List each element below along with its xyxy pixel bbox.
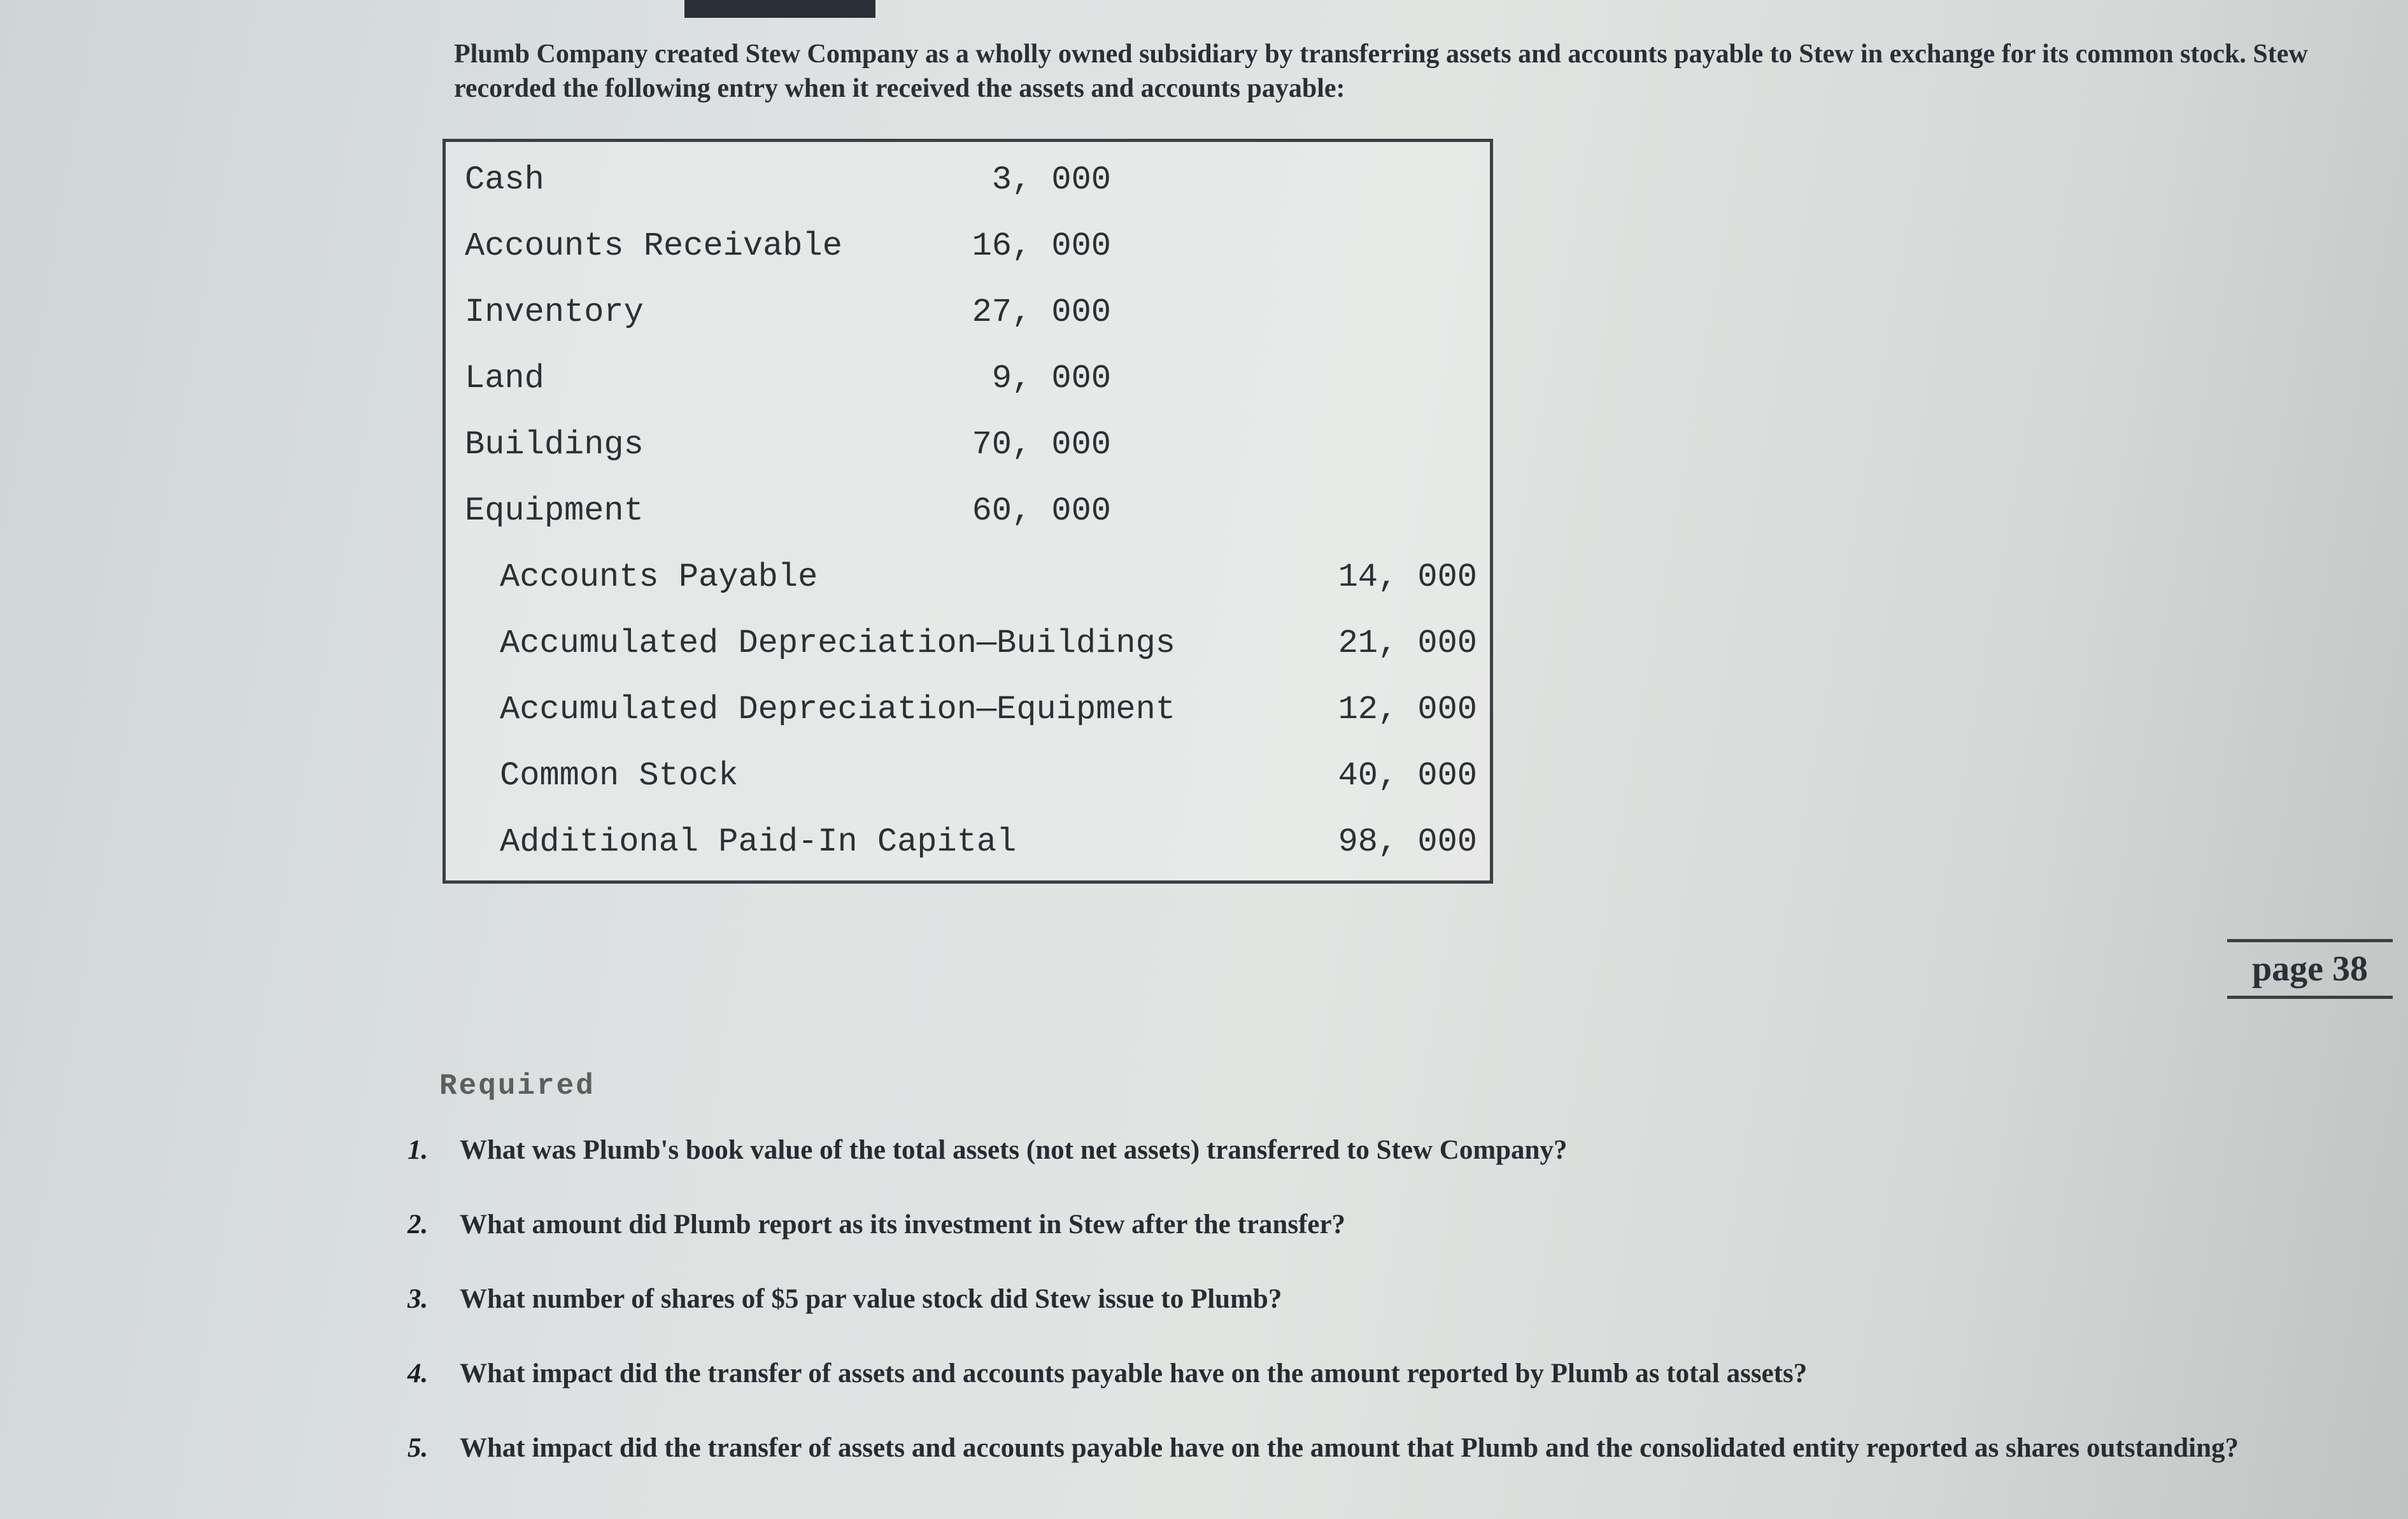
credit-amount: 14, 000	[1338, 558, 1477, 596]
question-item	[407, 1134, 2381, 1185]
credit-account-name: Common Stock	[500, 757, 739, 795]
credit-account-name: Accounts Payable	[500, 558, 818, 596]
journal-entry-table	[443, 139, 1493, 884]
question-text: What impact did the transfer of assets and accounts payable have on the amount reported by Plumb as total assets?	[460, 1359, 1808, 1388]
question-number: 4.	[407, 1359, 428, 1388]
debit-amount: 70, 000	[972, 426, 1111, 463]
credit-amount: 21, 000	[1338, 625, 1477, 662]
journal-row-accounts-payable	[446, 547, 1490, 613]
question-text: What was Plumb's book value of the total assets (not net assets) transferred to Stew Company?	[460, 1135, 1568, 1165]
question-text: What number of shares of $5 par value stock did Stew issue to Plumb?	[460, 1284, 1282, 1314]
credit-account-name: Accumulated Depreciation—Equipment	[500, 691, 1175, 728]
debit-amount: 16, 000	[972, 227, 1111, 265]
journal-row-land	[446, 348, 1490, 414]
journal-row-common-stock	[446, 745, 1490, 812]
debit-account-name: Cash	[465, 161, 544, 199]
credit-account-name: Additional Paid-In Capital	[500, 823, 1017, 861]
debit-account-name: Buildings	[465, 426, 644, 463]
question-number: 1.	[407, 1135, 428, 1165]
credit-amount: 40, 000	[1338, 757, 1477, 795]
journal-row-accum-dep-buildings	[446, 613, 1490, 679]
credit-amount: 98, 000	[1338, 823, 1477, 861]
journal-row-accounts-receivable	[446, 216, 1490, 282]
question-item	[407, 1209, 2381, 1260]
question-text: What amount did Plumb report as its investment in Stew after the transfer?	[460, 1210, 1346, 1240]
debit-account-name: Land	[465, 360, 544, 397]
question-item	[407, 1358, 2381, 1409]
question-number: 2.	[407, 1210, 428, 1240]
journal-row-accum-dep-equipment	[446, 679, 1490, 745]
top-tab-edge	[684, 0, 875, 18]
debit-account-name: Equipment	[465, 492, 644, 530]
journal-row-apic	[446, 812, 1490, 878]
credit-amount: 12, 000	[1338, 691, 1477, 728]
required-heading: Required	[439, 1070, 595, 1103]
debit-amount: 60, 000	[972, 492, 1111, 530]
question-text: What impact did the transfer of assets and accounts payable have on the amount that Plumb and the consolidated entity reported as shares outstanding?	[460, 1433, 2239, 1463]
question-item	[407, 1283, 2381, 1334]
page-reference: page 38	[2227, 939, 2393, 999]
question-number: 3.	[407, 1284, 428, 1314]
question-item	[407, 1432, 2381, 1483]
question-number: 5.	[407, 1433, 428, 1463]
journal-row-buildings	[446, 414, 1490, 481]
credit-account-name: Accumulated Depreciation—Buildings	[500, 625, 1175, 662]
debit-amount: 27, 000	[972, 293, 1111, 331]
debit-account-name: Accounts Receivable	[465, 227, 842, 265]
debit-account-name: Inventory	[465, 293, 644, 331]
journal-row-cash	[446, 150, 1490, 216]
journal-row-inventory	[446, 282, 1490, 348]
debit-amount: 9, 000	[991, 360, 1111, 397]
debit-amount: 3, 000	[991, 161, 1111, 199]
journal-row-equipment	[446, 481, 1490, 547]
problem-intro-text: Plumb Company created Stew Company as a wholly owned subsidiary by transferring assets and accounts payable to Stew in exchange for its common stock. Stew recorded the following entry when it received the assets and accounts payable:	[454, 39, 2308, 103]
